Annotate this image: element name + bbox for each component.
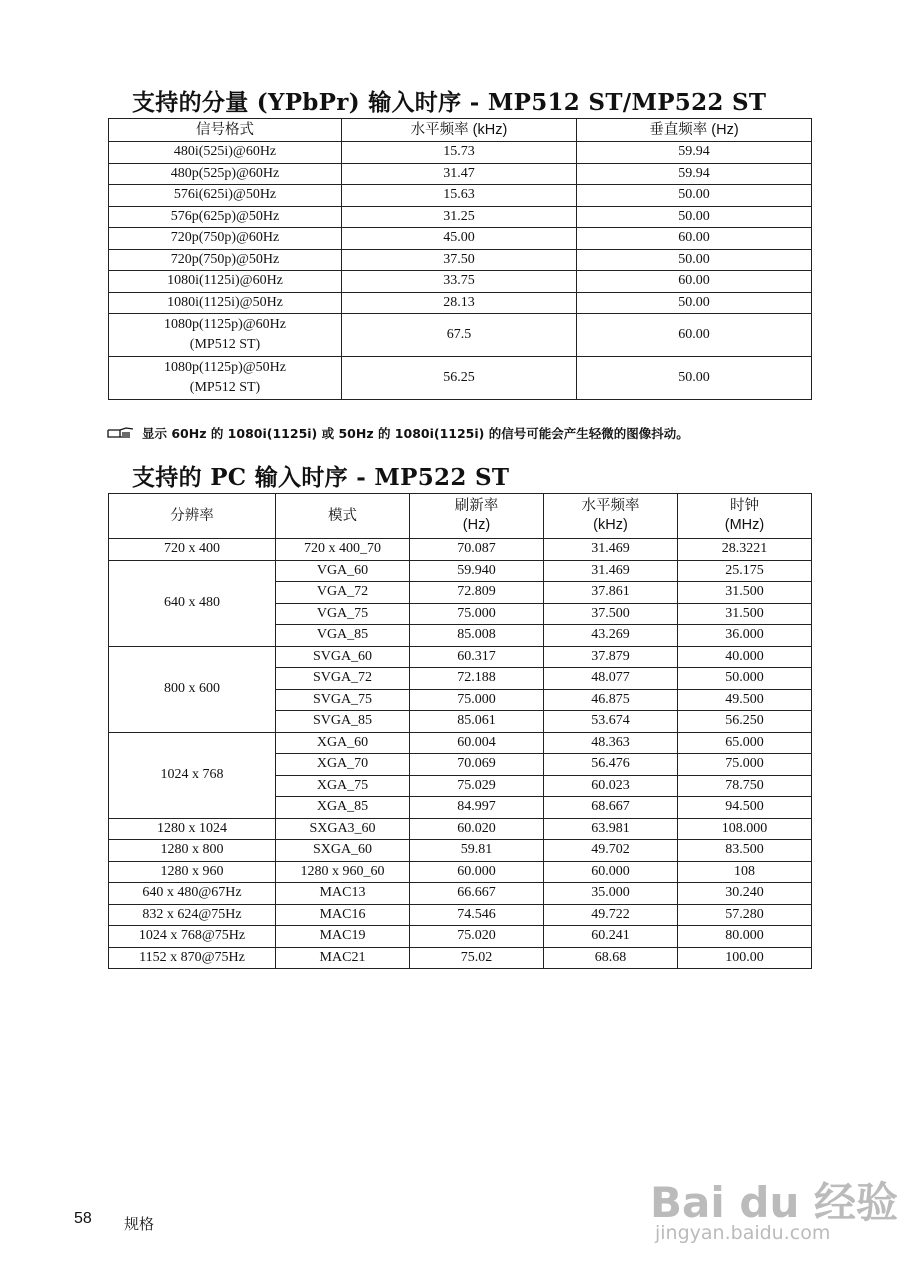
table-cell: 1080i(1125i)@60Hz: [109, 271, 342, 293]
table-cell: 60.023: [544, 775, 678, 797]
table-cell: MAC19: [276, 926, 410, 948]
table-cell: 50.00: [577, 185, 812, 207]
table-cell: [109, 357, 342, 400]
table-cell: 45.00: [342, 228, 577, 250]
pc-timing-table: [108, 493, 812, 969]
table-cell: XGA_85: [276, 797, 410, 819]
table-cell: SVGA_72: [276, 668, 410, 690]
table-row: [109, 883, 812, 905]
table-row: [109, 904, 812, 926]
table-cell: 1080i(1125i)@50Hz: [109, 292, 342, 314]
table-cell: 50.00: [577, 357, 812, 400]
table-row: [109, 861, 812, 883]
column-header: 信号格式: [109, 119, 342, 142]
table-row: [109, 314, 812, 357]
footer-label: 规格: [124, 1215, 155, 1233]
header-line: 分辨率: [170, 507, 214, 524]
resolution-cell: 1024 x 768: [109, 732, 276, 818]
table-cell: 75.000: [410, 689, 544, 711]
header-line: (Hz): [462, 517, 491, 533]
note-text: 显示 60Hz 的 1080i(1125i) 或 50Hz 的 1080i(1125i) 的信号可能会产生轻微的图像抖动。: [142, 426, 689, 441]
watermark-brand: Bai du 经验: [650, 1178, 898, 1227]
table-cell: 31.25: [342, 206, 577, 228]
table-cell: 60.004: [410, 732, 544, 754]
table-cell: 94.500: [678, 797, 812, 819]
table-cell: 78.750: [678, 775, 812, 797]
table-cell: 15.73: [342, 142, 577, 164]
section1-title: 支持的分量 (YPbPr) 输入时序 - MP512 ST/MP522 ST: [132, 89, 767, 116]
table-cell: 70.069: [410, 754, 544, 776]
resolution-cell: 1152 x 870@75Hz: [109, 947, 276, 969]
table-row: [109, 249, 812, 271]
table-cell: 25.175: [678, 560, 812, 582]
table-cell: 60.000: [544, 861, 678, 883]
table-cell: SVGA_85: [276, 711, 410, 733]
resolution-cell: 720 x 400: [109, 539, 276, 561]
header-line: 模式: [328, 507, 357, 524]
table-row: [109, 185, 812, 207]
resolution-cell: 800 x 600: [109, 646, 276, 732]
table-cell: 59.81: [410, 840, 544, 862]
table-cell: 43.269: [544, 625, 678, 647]
table-row: [109, 947, 812, 969]
table-cell: 63.981: [544, 818, 678, 840]
table-cell: 59.940: [410, 560, 544, 582]
table-cell: 53.674: [544, 711, 678, 733]
table-cell: 60.00: [577, 314, 812, 357]
table-cell: XGA_70: [276, 754, 410, 776]
column-header: [410, 494, 544, 539]
table-cell: 720p(750p)@60Hz: [109, 228, 342, 250]
cell-line: (MP512 ST): [189, 337, 261, 352]
resolution-cell: 640 x 480@67Hz: [109, 883, 276, 905]
table-cell: 31.500: [678, 582, 812, 604]
table-cell: 1280 x 960_60: [276, 861, 410, 883]
table-cell: 720 x 400_70: [276, 539, 410, 561]
table-cell: 37.50: [342, 249, 577, 271]
table-cell: XGA_60: [276, 732, 410, 754]
table-cell: 28.13: [342, 292, 577, 314]
table-row: [109, 142, 812, 164]
page-number: 58: [74, 1210, 92, 1227]
header-line: (MHz): [724, 517, 765, 533]
note: [106, 424, 689, 442]
table-cell: VGA_75: [276, 603, 410, 625]
table-cell: [109, 314, 342, 357]
cell-line: 1080p(1125p)@60Hz: [163, 316, 287, 332]
table-cell: SXGA_60: [276, 840, 410, 862]
table-cell: 85.061: [410, 711, 544, 733]
table-row: [109, 271, 812, 293]
table-cell: 37.500: [544, 603, 678, 625]
table-row: [109, 840, 812, 862]
pointing-hand-icon: [106, 425, 136, 441]
column-header: [109, 494, 276, 539]
table-cell: 74.546: [410, 904, 544, 926]
table-cell: 576p(625p)@50Hz: [109, 206, 342, 228]
table-cell: MAC21: [276, 947, 410, 969]
cell-line: 1080p(1125p)@50Hz: [163, 359, 287, 375]
table-cell: 60.241: [544, 926, 678, 948]
table-cell: 48.077: [544, 668, 678, 690]
section2-title: 支持的 PC 输入时序 - MP522 ST: [132, 464, 510, 491]
table-cell: 49.702: [544, 840, 678, 862]
table-cell: 56.250: [678, 711, 812, 733]
table-cell: 49.500: [678, 689, 812, 711]
table-cell: 56.25: [342, 357, 577, 400]
table-row: [109, 560, 812, 582]
table-cell: 59.94: [577, 142, 812, 164]
table-cell: 480i(525i)@60Hz: [109, 142, 342, 164]
resolution-cell: 1024 x 768@75Hz: [109, 926, 276, 948]
table-cell: 60.00: [577, 271, 812, 293]
table-cell: 576i(625i)@50Hz: [109, 185, 342, 207]
table-cell: 50.00: [577, 206, 812, 228]
table-row: [109, 539, 812, 561]
table-cell: SVGA_75: [276, 689, 410, 711]
table-cell: VGA_85: [276, 625, 410, 647]
table-cell: 31.47: [342, 163, 577, 185]
resolution-cell: 1280 x 800: [109, 840, 276, 862]
table-cell: 108: [678, 861, 812, 883]
table-cell: 31.469: [544, 539, 678, 561]
table-cell: 60.317: [410, 646, 544, 668]
table-cell: 46.875: [544, 689, 678, 711]
table-cell: 49.722: [544, 904, 678, 926]
column-header: 水平频率 (kHz): [342, 119, 577, 142]
table-row: [109, 357, 812, 400]
table-cell: 15.63: [342, 185, 577, 207]
column-header: 垂直频率 (Hz): [577, 119, 812, 142]
resolution-cell: 640 x 480: [109, 560, 276, 646]
table-cell: 480p(525p)@60Hz: [109, 163, 342, 185]
table-cell: MAC13: [276, 883, 410, 905]
table-cell: 75.000: [678, 754, 812, 776]
table-row: [109, 163, 812, 185]
table-cell: VGA_72: [276, 582, 410, 604]
table-cell: 59.94: [577, 163, 812, 185]
table-cell: 72.809: [410, 582, 544, 604]
table-cell: MAC16: [276, 904, 410, 926]
table-cell: 65.000: [678, 732, 812, 754]
table-cell: 57.280: [678, 904, 812, 926]
table-cell: 85.008: [410, 625, 544, 647]
table-cell: 40.000: [678, 646, 812, 668]
table-cell: 50.00: [577, 249, 812, 271]
table-cell: 100.00: [678, 947, 812, 969]
table-cell: 33.75: [342, 271, 577, 293]
table-cell: 50.000: [678, 668, 812, 690]
table-cell: 60.000: [410, 861, 544, 883]
table-row: [109, 292, 812, 314]
table-row: [109, 228, 812, 250]
column-header: [276, 494, 410, 539]
table-cell: 84.997: [410, 797, 544, 819]
table-cell: 75.000: [410, 603, 544, 625]
table-cell: SVGA_60: [276, 646, 410, 668]
cell-line: (MP512 ST): [189, 380, 261, 395]
table-cell: 75.029: [410, 775, 544, 797]
table-row: [109, 926, 812, 948]
table-row: [109, 646, 812, 668]
table-cell: 75.02: [410, 947, 544, 969]
table-cell: 60.00: [577, 228, 812, 250]
table-cell: 50.00: [577, 292, 812, 314]
table-cell: 70.087: [410, 539, 544, 561]
table-cell: 37.879: [544, 646, 678, 668]
table-cell: 48.363: [544, 732, 678, 754]
table-cell: 30.240: [678, 883, 812, 905]
header-line: (kHz): [593, 517, 628, 533]
table-cell: 68.68: [544, 947, 678, 969]
table-cell: 75.020: [410, 926, 544, 948]
table-cell: SXGA3_60: [276, 818, 410, 840]
table-row: [109, 206, 812, 228]
table-row: [109, 818, 812, 840]
table-row: [109, 732, 812, 754]
column-header: [678, 494, 812, 539]
resolution-cell: 832 x 624@75Hz: [109, 904, 276, 926]
header-line: 刷新率: [454, 498, 499, 514]
table-cell: 72.188: [410, 668, 544, 690]
table-cell: 720p(750p)@50Hz: [109, 249, 342, 271]
table-cell: 36.000: [678, 625, 812, 647]
table-cell: 35.000: [544, 883, 678, 905]
table-cell: VGA_60: [276, 560, 410, 582]
resolution-cell: 1280 x 960: [109, 861, 276, 883]
table-cell: 66.667: [410, 883, 544, 905]
resolution-cell: 1280 x 1024: [109, 818, 276, 840]
table-cell: 68.667: [544, 797, 678, 819]
table-cell: 31.500: [678, 603, 812, 625]
header-line: 时钟: [730, 498, 759, 514]
table-cell: 31.469: [544, 560, 678, 582]
table-cell: 37.861: [544, 582, 678, 604]
watermark-url: jingyan.baidu.com: [655, 1222, 831, 1244]
table-cell: 67.5: [342, 314, 577, 357]
table-cell: 28.3221: [678, 539, 812, 561]
column-header: [544, 494, 678, 539]
table-cell: 56.476: [544, 754, 678, 776]
table-cell: 83.500: [678, 840, 812, 862]
table-cell: XGA_75: [276, 775, 410, 797]
header-line: 水平频率: [581, 498, 640, 514]
table-cell: 108.000: [678, 818, 812, 840]
component-timing-table: [108, 118, 812, 400]
table-cell: 60.020: [410, 818, 544, 840]
table-cell: 80.000: [678, 926, 812, 948]
